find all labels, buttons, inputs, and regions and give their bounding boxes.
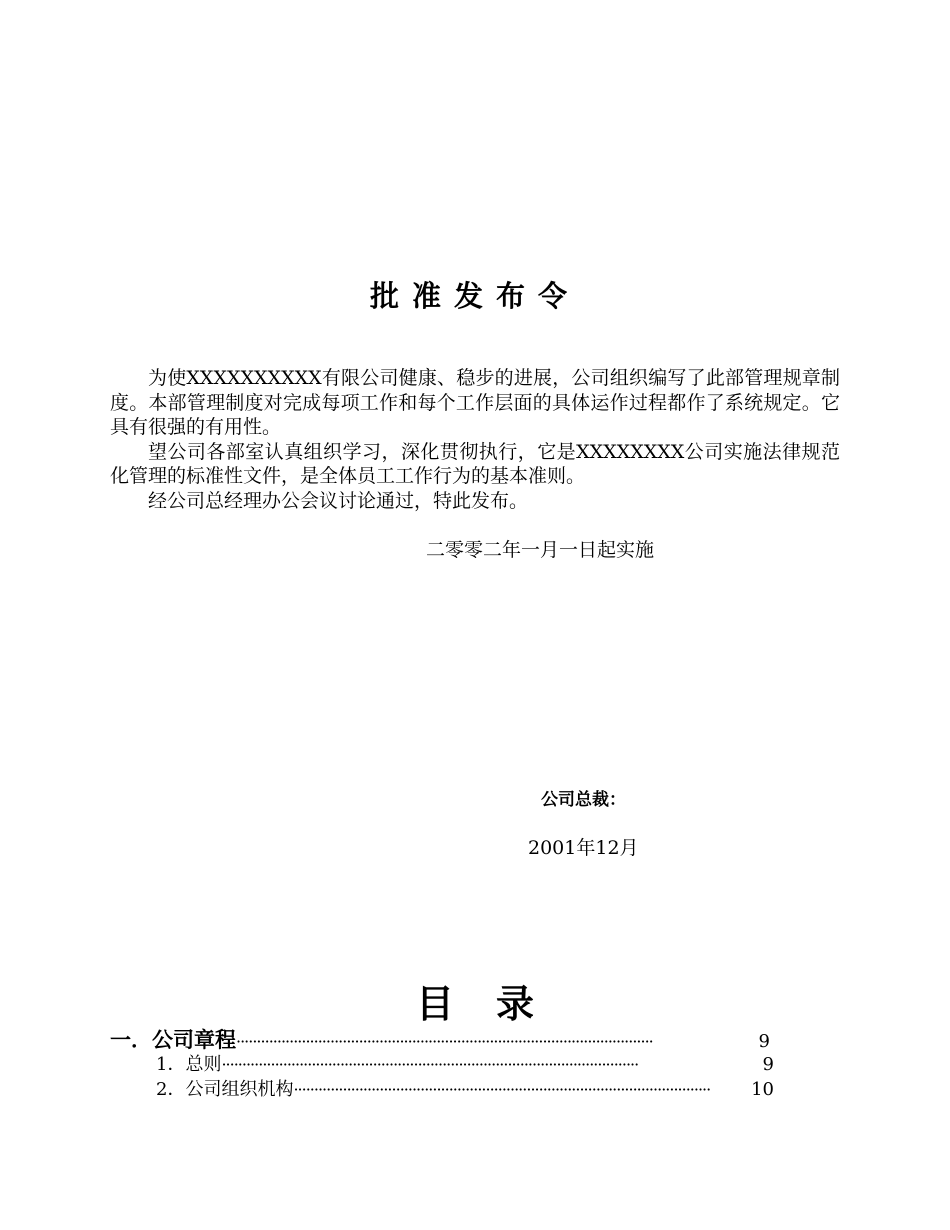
toc-title [0,980,950,1028]
toc-title-char-2: 录 [496,982,535,1026]
toc-leader-dots: ······································································································ [236,1032,653,1051]
toc-entry-label: 1．总则 [156,1054,222,1075]
decree-paragraph: 为使XXXXXXXXXX有限公司健康、稳步的进展，公司组织编写了此部管理规章制度。本部管理制度对完成每项工作和每个工作层面的具体运作过程都作了系统规定。它具有很强的有用性。 [110,367,840,438]
toc-entry-level-2[interactable] [156,1078,774,1102]
toc-title-char-1: 目 [415,982,454,1026]
signatory-label: 公司总裁： [541,790,626,810]
sign-date: 2001年12月 [528,837,639,859]
toc-entry-level-2[interactable] [156,1053,774,1077]
decree-paragraph: 经公司总经理办公会议讨论通过，特此发布。 [148,489,529,512]
toc-entry-label: 2．公司组织机构 [156,1079,294,1100]
decree-paragraph: 望公司各部室认真组织学习，深化贯彻执行，它是XXXXXXXX公司实施法律规范化管理的标准性文件，是全体员工工作行为的基本准则。 [110,440,840,487]
decree-title: 批准发布令 [369,279,580,313]
toc-entry-page: 10 [751,1079,774,1100]
toc-entry-page: 9 [758,1031,770,1052]
toc-leader-dots: ······································································································ [221,1055,639,1074]
decree-body [110,366,840,513]
toc-entry-label: 一．公司章程 [110,1028,236,1052]
toc-leader-dots: ······································································································ [293,1080,711,1099]
toc-entry-page: 9 [762,1054,774,1075]
effective-date: 二零零二年一月一日起实施 [426,539,655,561]
toc-entry-level-1[interactable] [110,1026,770,1056]
